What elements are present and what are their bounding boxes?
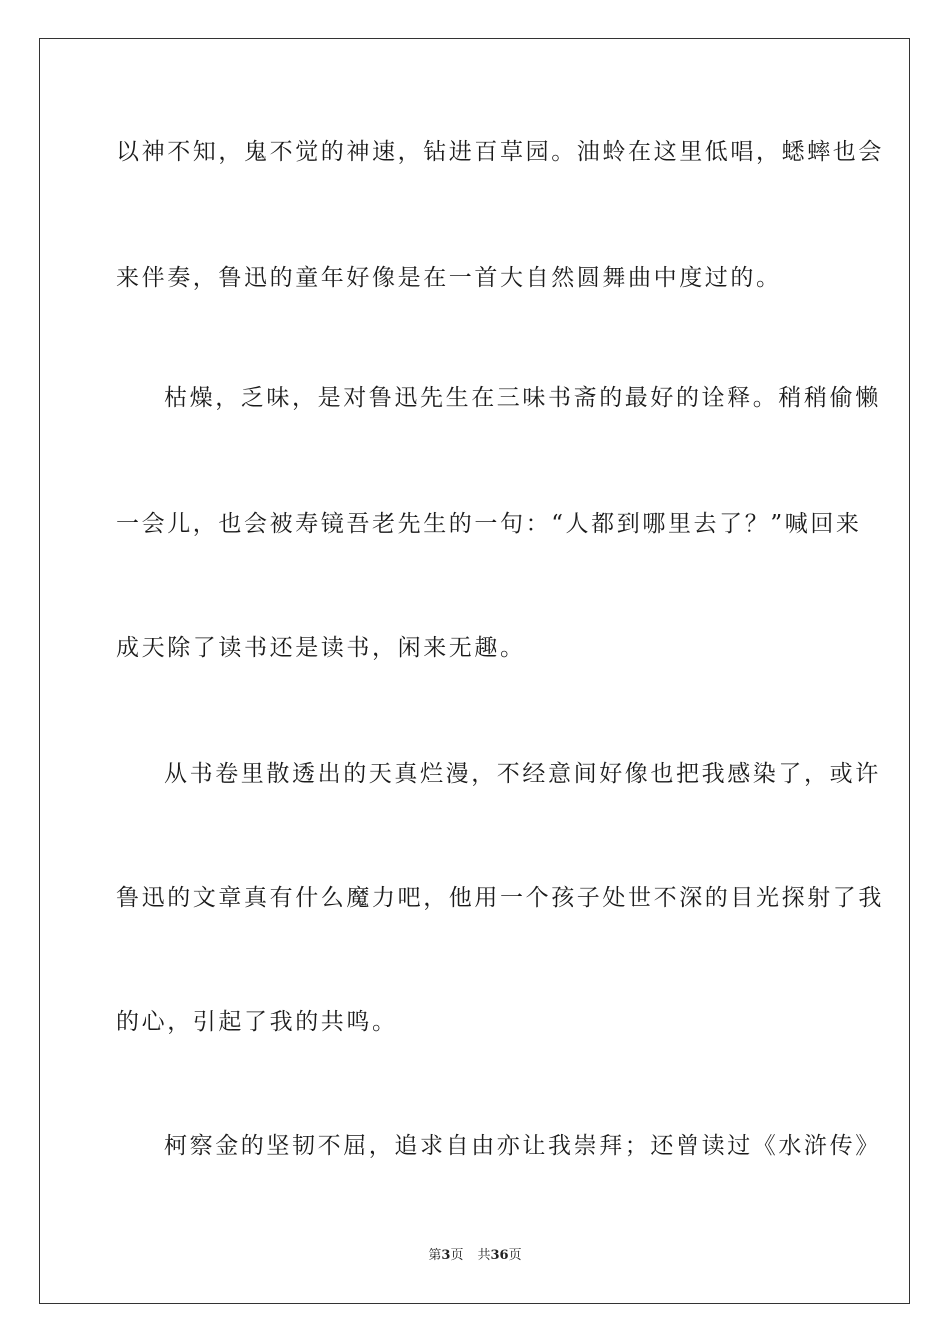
total-prefix: 共 [477, 1248, 491, 1263]
page-border [39, 38, 910, 1304]
text-line-1: 以神不知，鬼不觉的神速，钻进百草园。油蛉在这里低唱，蟋蟀也会 [116, 139, 884, 165]
total-pages: 36 [490, 1248, 509, 1263]
paragraph-start-line-3: 枯燥，乏味，是对鲁迅先生在三味书斋的最好的诠释。稍稍偷懒 [164, 385, 881, 411]
text-line-4: 一会儿，也会被寿镜吾老先生的一句：“人都到哪里去了？”喊回来 [116, 511, 862, 537]
total-suffix: 页 [508, 1248, 522, 1263]
page-footer [0, 1248, 950, 1264]
page-prefix: 第 [428, 1248, 442, 1263]
text-line-7: 鲁迅的文章真有什么魔力吧，他用一个孩子处世不深的目光探射了我 [116, 885, 884, 911]
paragraph-start-line-9: 柯察金的坚韧不屈，追求自由亦让我崇拜；还曾读过《水浒传》 [164, 1133, 881, 1159]
text-line-2: 来伴奏，鲁迅的童年好像是在一首大自然圆舞曲中度过的。 [116, 265, 782, 291]
page-suffix: 页 [450, 1248, 464, 1263]
page-number: 3 [441, 1248, 451, 1263]
text-line-8: 的心，引起了我的共鸣。 [116, 1009, 398, 1035]
paragraph-start-line-6: 从书卷里散透出的天真烂漫，不经意间好像也把我感染了，或许 [164, 761, 881, 787]
text-line-5: 成天除了读书还是读书，闲来无趣。 [116, 635, 526, 661]
